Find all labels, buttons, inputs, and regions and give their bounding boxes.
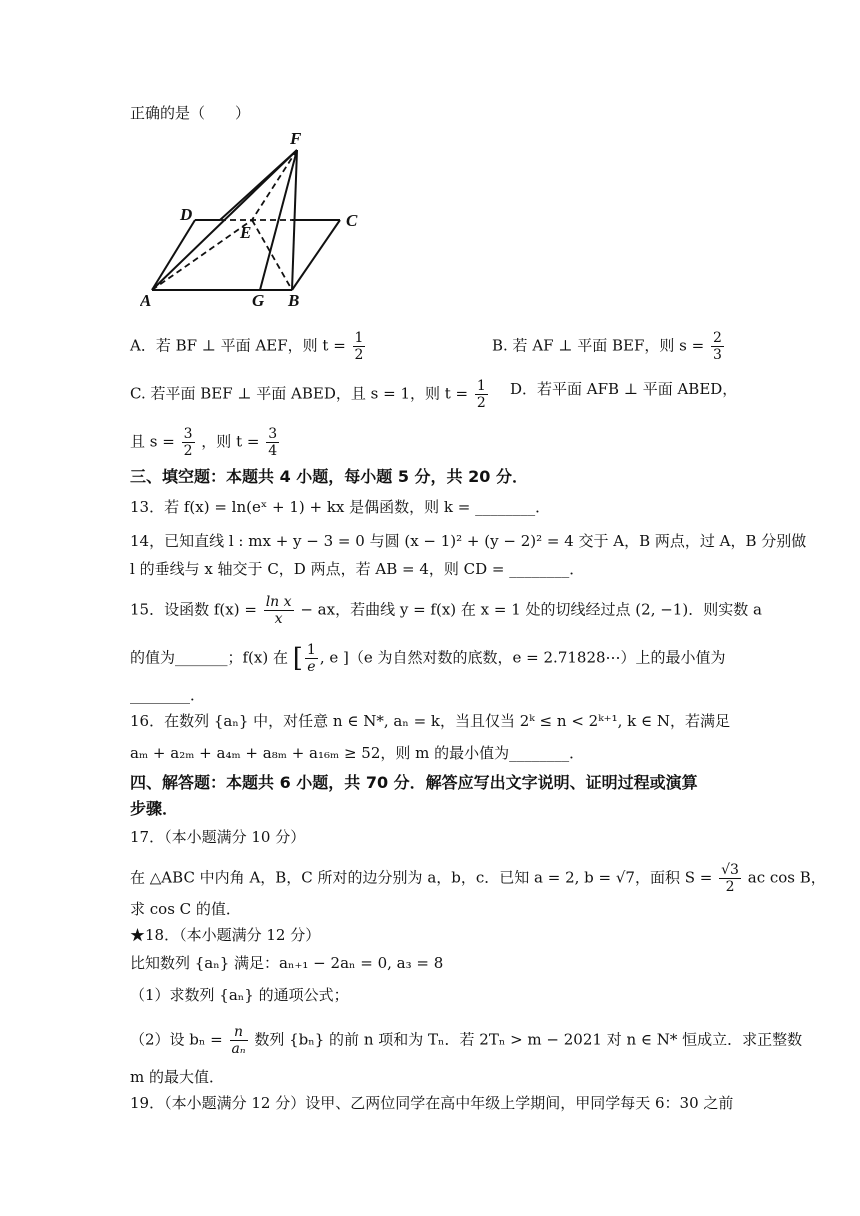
geometry-figure bbox=[140, 128, 370, 310]
q18-fraction bbox=[230, 1024, 248, 1057]
question-16-line-1: 16．在数列 {aₙ} 中，对任意 n ∈ N*, aₙ = k，当且仅当 2ᵏ ≤ n < 2ᵏ⁺¹, k ∈ N，若满足 bbox=[130, 712, 730, 730]
question-17-line-1 bbox=[130, 862, 826, 895]
label-D: D bbox=[180, 205, 193, 224]
question-18-line-1: 比知数列 {aₙ} 满足：aₙ₊₁ − 2aₙ = 0, a₃ = 8 bbox=[130, 954, 444, 972]
q17-post: ac cos B， bbox=[747, 868, 826, 887]
q15-l2b: , e ]（e 为自然对数的底数，e = 2.71828⋯）上的最小值为 bbox=[319, 648, 726, 667]
frac-den: 4 bbox=[268, 443, 278, 459]
question-18-line-2: （1）求数列 {aₙ} 的通项公式； bbox=[130, 986, 349, 1004]
frac-den: x bbox=[274, 611, 283, 627]
section-4-heading-line-2: 步骤． bbox=[130, 799, 179, 818]
label-B: B bbox=[288, 291, 300, 310]
question-16-line-2: aₘ + a₂ₘ + a₄ₘ + a₈ₘ + a₁₆ₘ ≥ 52，则 m 的最小值为________． bbox=[130, 744, 585, 762]
frac-den: 3 bbox=[712, 347, 722, 363]
question-13: 13．若 f(x) = ln(eˣ + 1) + kx 是偶函数，则 k = ________． bbox=[130, 498, 551, 516]
q15-l2a: 的值为_______；f(x) 在 bbox=[130, 648, 288, 667]
frac-num: n bbox=[230, 1024, 248, 1041]
option-d-s-fraction bbox=[182, 426, 195, 459]
option-d-t-fraction bbox=[266, 426, 279, 459]
frac-num: √3 bbox=[721, 862, 739, 878]
section-4-heading-line-1: 四、解答题：本题共 6 小题，共 70 分．解答应写出文字说明、证明过程或演算 bbox=[130, 773, 698, 792]
frac-num: 3 bbox=[183, 426, 193, 442]
question-18-line-4: m 的最大值． bbox=[130, 1068, 224, 1086]
q15-fraction bbox=[264, 594, 294, 627]
option-a-text: A．若 BF ⊥ 平面 AEF，则 t = bbox=[130, 336, 346, 355]
option-c-text: C. 若平面 BEF ⊥ 平面 ABED，且 s = 1，则 t = bbox=[130, 384, 469, 403]
question-19-line-1: 19．（本小题满分 12 分）设甲、乙两位同学在高中年级上学期间，甲同学每天 6：30 之前 bbox=[130, 1094, 734, 1112]
option-d-continued bbox=[130, 426, 281, 459]
q18-l3-post: 数列 {bₙ} 的前 n 项和为 Tₙ．若 2Tₙ > m − 2021 对 n ∈ N* 恒成立．求正整数 bbox=[254, 1030, 803, 1049]
label-A: A bbox=[140, 291, 152, 310]
option-b-fraction bbox=[711, 330, 724, 363]
lead-text: 正确的是（ ） bbox=[130, 104, 251, 122]
q15-pre: 15．设函数 f(x) = bbox=[130, 600, 257, 619]
option-d bbox=[510, 378, 737, 400]
question-18-line-3 bbox=[130, 1024, 802, 1057]
q15-post: − ax，若曲线 y = f(x) 在 x = 1 处的切线经过点 (2, −1)．则实数 a bbox=[300, 600, 762, 619]
frac-num: 3 bbox=[268, 426, 278, 442]
option-d-text: D．若平面 AFB ⊥ 平面 ABED， bbox=[510, 380, 738, 398]
frac-num: 2 bbox=[712, 330, 722, 346]
frac-den: 2 bbox=[354, 347, 364, 363]
frac-den: e bbox=[307, 659, 316, 675]
frac-num: 1 bbox=[476, 378, 486, 394]
question-18-header: ★18．（本小题满分 12 分） bbox=[130, 926, 321, 944]
option-b-text: B. 若 AF ⊥ 平面 BEF，则 s = bbox=[492, 336, 705, 355]
question-15-line-1 bbox=[130, 594, 762, 627]
frac-den: aₙ bbox=[231, 1041, 246, 1057]
frac-num: 1 bbox=[306, 642, 316, 658]
option-c-fraction bbox=[475, 378, 488, 411]
option-d2-mid: ，则 t = bbox=[201, 432, 260, 451]
frac-den: 2 bbox=[725, 879, 735, 895]
option-a-fraction bbox=[353, 330, 366, 363]
question-14-line-2: l 的垂线与 x 轴交于 C，D 两点，若 AB = 4，则 CD = ________． bbox=[130, 560, 585, 578]
section-3-heading: 三、填空题：本题共 4 小题，每小题 5 分，共 20 分． bbox=[130, 467, 528, 486]
label-E: E bbox=[240, 223, 252, 242]
option-d2-pre: 且 s = bbox=[130, 432, 175, 451]
option-b bbox=[492, 330, 726, 363]
question-15-line-3: ________． bbox=[130, 686, 206, 704]
q18-l3-pre: （2）设 bₙ = bbox=[130, 1030, 223, 1049]
question-14-line-1: 14，已知直线 l : mx + y − 3 = 0 与圆 (x − 1)² + (y − 2)² = 4 交于 A，B 两点，过 A，B 分别做 bbox=[130, 532, 807, 550]
label-C: C bbox=[346, 211, 358, 230]
frac-den: 2 bbox=[183, 443, 193, 459]
frac-num: 1 bbox=[354, 330, 364, 346]
option-a bbox=[130, 330, 367, 363]
question-17-line-2: 求 cos C 的值． bbox=[130, 900, 241, 918]
label-F: F bbox=[290, 129, 302, 148]
q15-interval-fraction bbox=[305, 642, 318, 675]
frac-den: 2 bbox=[476, 395, 486, 411]
q17-fraction bbox=[719, 862, 741, 895]
q17-pre: 在 △ABC 中内角 A，B，C 所对的边分别为 a，b，c．已知 a = 2, b = √7，面积 S = bbox=[130, 868, 713, 887]
left-bracket: [ bbox=[292, 643, 303, 674]
question-17-header: 17．（本小题满分 10 分） bbox=[130, 828, 306, 846]
frac-num: ln x bbox=[265, 594, 292, 610]
option-c bbox=[130, 378, 490, 411]
question-15-line-2 bbox=[130, 642, 726, 675]
label-G: G bbox=[252, 291, 265, 310]
